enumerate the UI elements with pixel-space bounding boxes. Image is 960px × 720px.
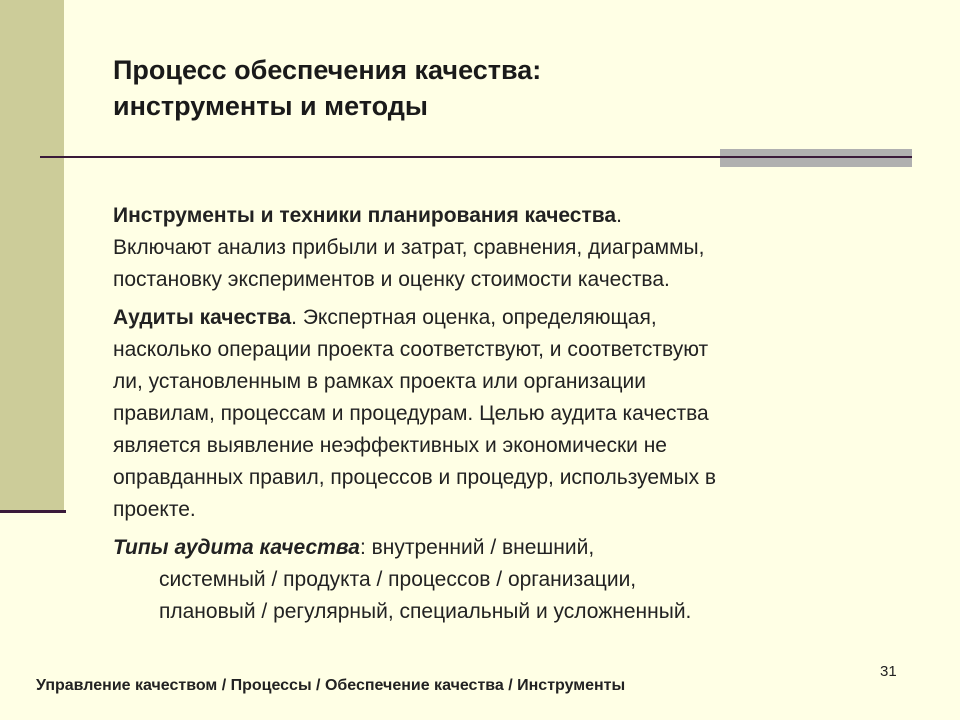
page-number: 31 [880,663,897,680]
para2-line2: насколько операции проекта соответствуют, и соответствуют [113,338,709,361]
para1-line2: Включают анализ прибыли и затрат, сравнения, диаграммы, [113,236,705,259]
para3-line2: системный / продукта / процессов / организации, [159,568,637,591]
para1-heading-dot: . [616,204,622,227]
para3-line3: плановый / регулярный, специальный и усложненный. [159,600,692,623]
paragraph-audit-types [113,532,893,628]
title-line-1: Процесс обеспечения качества: [113,55,542,85]
para2-line1-rest: . Экспертная оценка, определяющая, [291,306,657,329]
para1-line1 [113,200,893,232]
para2-line6: оправданных правил, процессов и процедур, используемых в [113,466,717,489]
title-accent-bar [720,149,912,167]
title-line-2: инструменты и методы [113,91,428,121]
left-decor-underline [0,510,66,513]
para1-heading: Инструменты и техники планирования качества [113,204,617,227]
para3-line1 [113,532,893,564]
para2-line5: является выявление неэффективных и экономически не [113,434,667,457]
para1-line3: постановку экспериментов и оценку стоимости качества. [113,268,670,291]
para2-line3: ли, установленным в рамках проекта или организации [113,370,647,393]
slide-body [113,200,893,634]
para3-line1-rest: : внутренний / внешний, [359,536,595,559]
paragraph-planning-tools [113,200,893,296]
para2-heading: Аудиты качества [113,306,292,329]
para3-heading: Типы аудита качества [113,536,360,559]
para2-line1 [113,302,893,334]
left-decor-band [0,0,64,512]
slide-title [113,52,873,124]
para2-line4: правилам, процессам и процедурам. Целью аудита качества [113,402,709,425]
paragraph-quality-audits [113,302,893,526]
para2-line7: проекте. [113,498,196,521]
footer-breadcrumb: Управление качеством / Процессы / Обеспечение качества / Инструменты [36,677,626,694]
